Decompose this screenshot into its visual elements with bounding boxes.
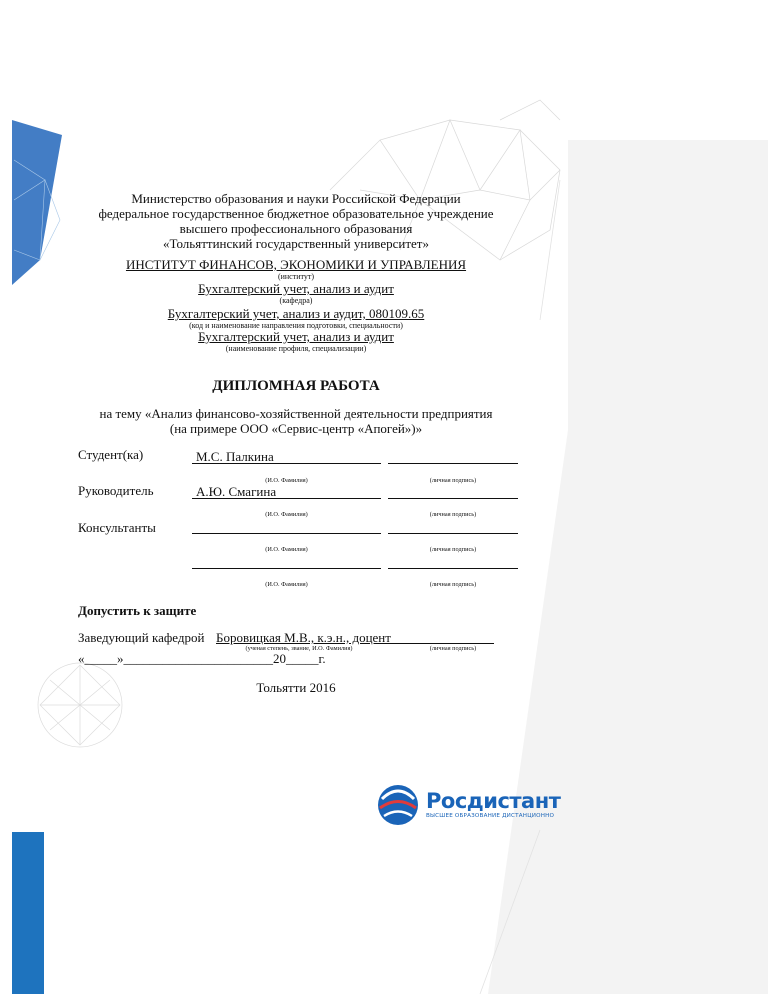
student-label: Студент(ка) xyxy=(78,447,144,462)
ministry-line: Министерство образования и науки Российской Федерации xyxy=(131,191,461,206)
student-name-line xyxy=(192,463,381,464)
student-name: М.С. Палкина xyxy=(196,449,274,464)
topic-line-1: на тему «Анализ финансово-хозяйственной деятельности предприятия xyxy=(99,406,493,421)
rosdistant-logo xyxy=(426,789,560,819)
supervisor-label: Руководитель xyxy=(78,483,154,498)
document-title: ДИПЛОМНАЯ РАБОТА xyxy=(212,378,380,394)
supervisor-name-line xyxy=(192,498,381,499)
logo-emblem-icon xyxy=(378,785,418,825)
institute-name: ИНСТИТУТ ФИНАНСОВ, ЭКОНОМИКИ И УПРАВЛЕНИЯ xyxy=(125,257,467,272)
consultant-2-name-caption: (И.О. Фамилия) xyxy=(265,581,308,588)
university-name: «Тольяттинский государственный университет» xyxy=(163,236,429,251)
head-signature-caption: (личная подпись) xyxy=(429,645,477,652)
blue-stripe-bottom xyxy=(12,832,44,994)
consultants-label: Консультанты xyxy=(78,520,156,535)
consultant-1-signature-line xyxy=(388,533,518,534)
supervisor-name-caption: (И.О. Фамилия) xyxy=(265,511,308,518)
supervisor-signature-caption: (личная подпись) xyxy=(429,511,477,518)
education-level-line: высшего профессионального образования xyxy=(179,221,413,236)
consultant-1-name-line xyxy=(192,533,381,534)
consultant-2-name-line xyxy=(192,568,381,569)
institute-caption: (институт) xyxy=(277,272,315,281)
admit-heading: Допустить к защите xyxy=(78,603,197,618)
head-name-caption: (ученая степень, звание, И.О. Фамилия) xyxy=(245,645,353,652)
grey-panel xyxy=(488,140,768,994)
direction-name: Бухгалтерский учет, анализ и аудит, 080109.65 xyxy=(167,306,425,321)
profile-name: Бухгалтерский учет, анализ и аудит xyxy=(198,329,394,344)
head-signature-line xyxy=(390,643,494,644)
head-of-department-name: Боровицкая М.В., к.э.н., доцент xyxy=(216,630,391,645)
consultant-2-signature-caption: (личная подпись) xyxy=(429,581,477,588)
blue-stripe-top xyxy=(12,120,62,285)
institute-block xyxy=(62,257,530,281)
department-name: Бухгалтерский учет, анализ и аудит xyxy=(198,281,394,296)
consultant-1-name-caption: (И.О. Фамилия) xyxy=(265,546,308,553)
direction-caption: (код и наименование направления подготовки, специальности) xyxy=(189,321,403,330)
supervisor-name: А.Ю. Смагина xyxy=(196,484,277,499)
direction-block xyxy=(62,306,530,330)
admit-date-line: «_____»_______________________20_____г. xyxy=(78,651,326,666)
consultant-2-signature-line xyxy=(388,568,518,569)
topic-line-2: (на примере ООО «Сервис-центр «Апогей»)» xyxy=(169,421,423,436)
wireframe-sphere xyxy=(38,663,122,747)
profile-caption: (наименование профиля, специализации) xyxy=(225,344,367,353)
logo-tagline: ВЫСШЕЕ ОБРАЗОВАНИЕ ДИСТАНЦИОННО xyxy=(426,813,555,819)
student-signature-line xyxy=(388,463,518,464)
city-year: Тольятти 2016 xyxy=(256,680,336,695)
department-block xyxy=(62,281,530,305)
consultant-1-signature-caption: (личная подпись) xyxy=(429,546,477,553)
topic xyxy=(62,406,530,436)
institution-type-line: федеральное государственное бюджетное образовательное учреждение xyxy=(98,206,494,221)
student-signature-caption: (личная подпись) xyxy=(429,477,477,484)
supervisor-signature-line xyxy=(388,498,518,499)
student-name-caption: (И.О. Фамилия) xyxy=(265,477,308,484)
department-caption: (кафедра) xyxy=(279,296,313,305)
header xyxy=(62,191,530,251)
logo-name: Росдистант xyxy=(426,789,561,813)
profile-block xyxy=(62,329,530,353)
head-of-department-label: Заведующий кафедрой xyxy=(78,630,205,645)
